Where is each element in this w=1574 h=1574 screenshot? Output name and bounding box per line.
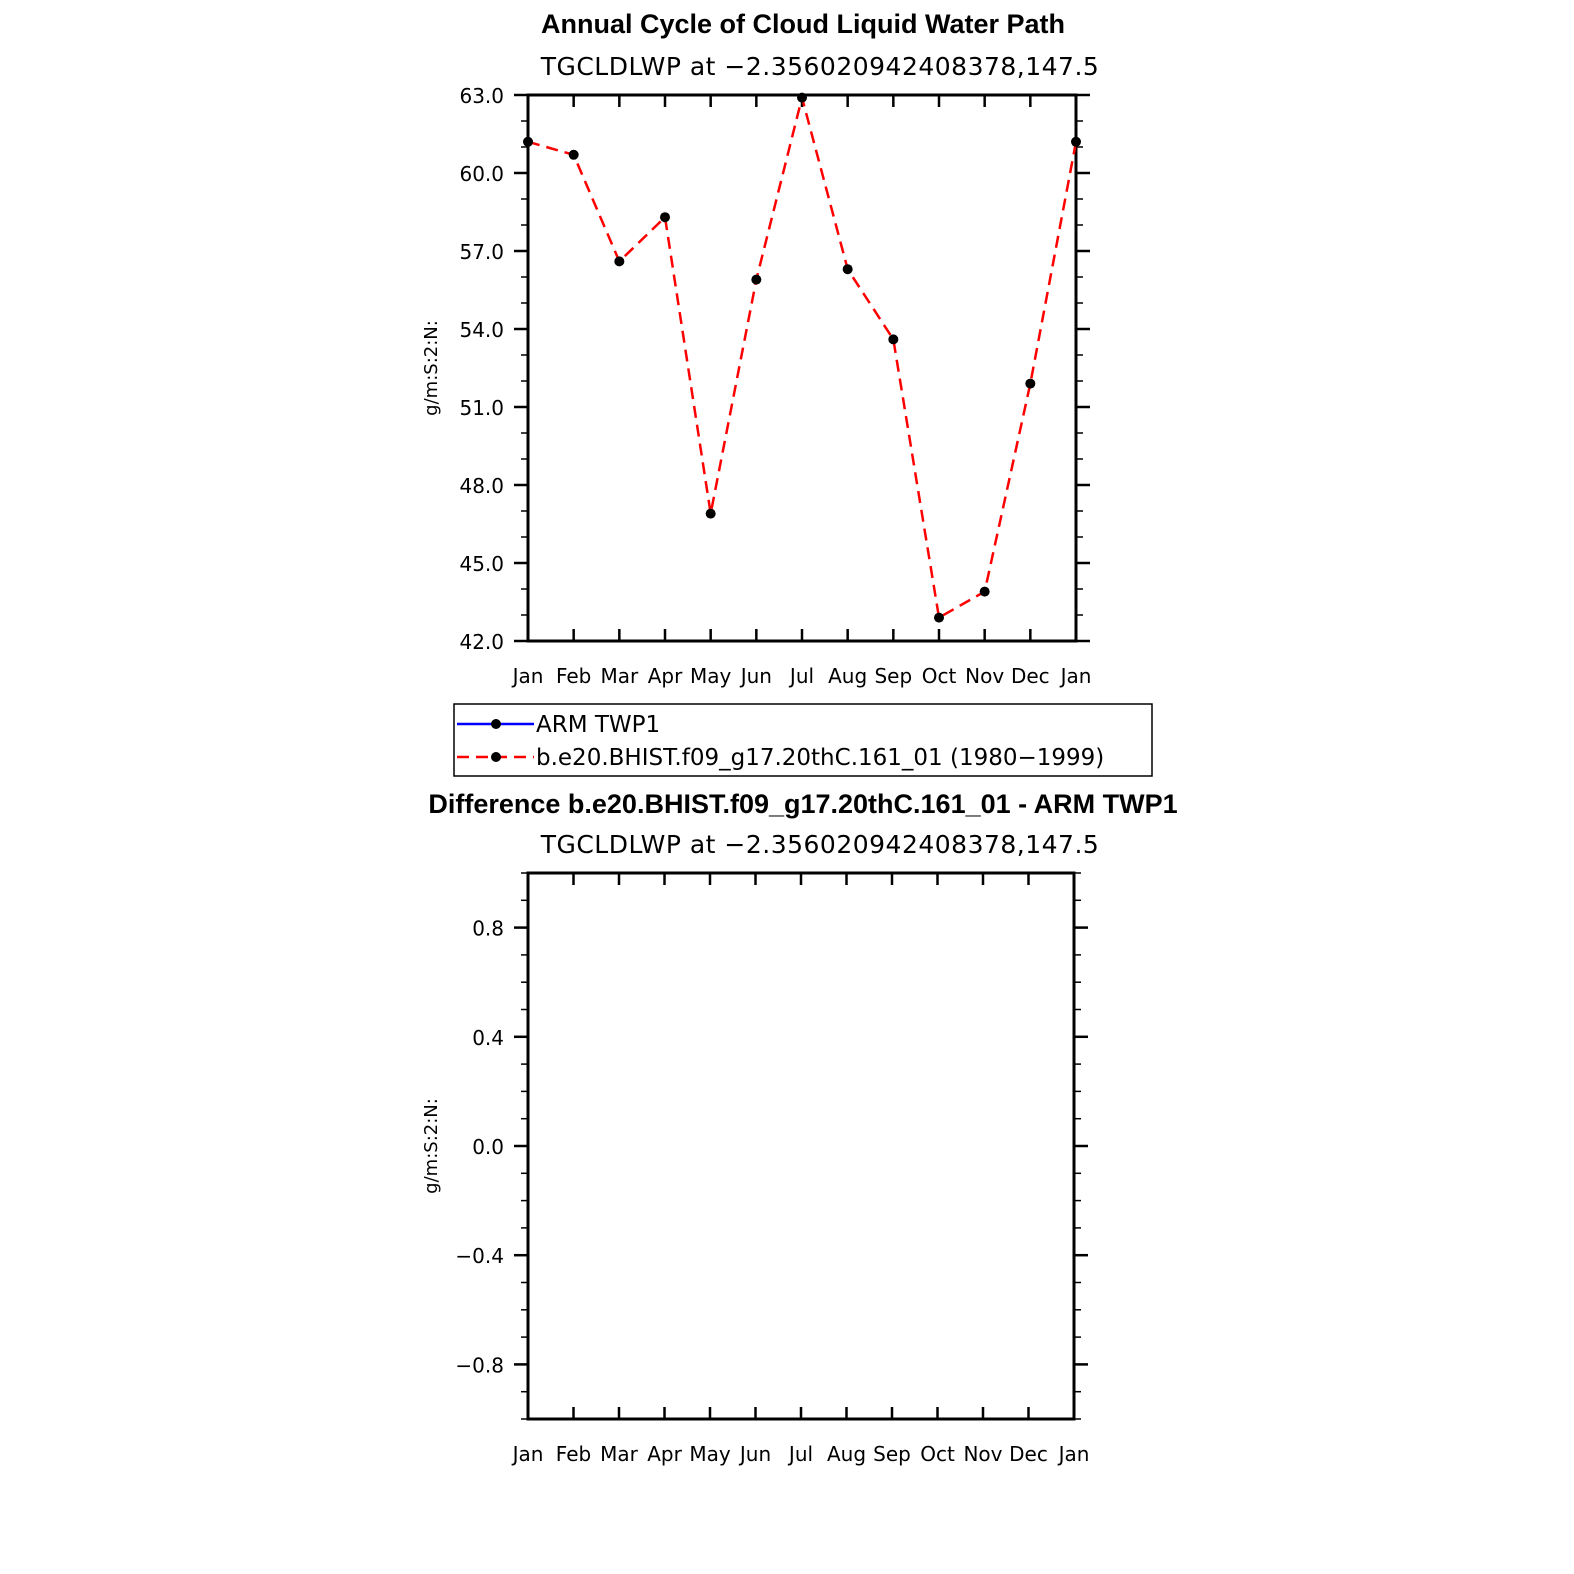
top-x-tick-label: Oct: [921, 664, 957, 688]
bottom-x-tick-label: Sep: [873, 1442, 911, 1466]
top-series-point: [980, 587, 990, 597]
top-series-point: [934, 613, 944, 623]
top-x-tick-label: Aug: [828, 664, 868, 688]
top-y-tick-labels: [459, 84, 504, 654]
top-title: Annual Cycle of Cloud Liquid Water Path: [540, 9, 1066, 39]
top-x-tick-label: Jun: [740, 664, 772, 688]
top-x-tick-label: Sep: [874, 664, 913, 688]
top-series-point: [660, 212, 670, 222]
bottom-title: Difference b.e20.BHIST.f09_g17.20thC.161_01 - ARM TWP1: [428, 789, 1178, 819]
top-series-point: [1025, 379, 1035, 389]
legend-marker-model: [491, 752, 501, 762]
bottom-x-tick-label: Jun: [739, 1442, 772, 1466]
top-series-point: [523, 137, 533, 147]
bottom-y-tick-label: 0.4: [472, 1025, 504, 1050]
top-x-tick-label: Jan: [512, 664, 544, 688]
bottom-y-tick-labels: [455, 917, 504, 1378]
top-y-tick-label: 54.0: [459, 318, 504, 342]
top-series-point: [843, 264, 853, 274]
top-series-point: [614, 256, 624, 266]
top-y-tick-label: 45.0: [459, 552, 504, 576]
bottom-x-tick-labels: [511, 1442, 1090, 1466]
legend-label-arm: ARM TWP1: [536, 712, 661, 738]
bottom-x-tick-label: Oct: [920, 1442, 955, 1466]
legend-entry-model: [457, 745, 1104, 771]
top-y-tick-label: 48.0: [459, 474, 504, 498]
bottom-x-tick-label: Apr: [647, 1442, 682, 1466]
top-y-axis-label: g/m:S:2:N:: [421, 320, 442, 416]
top-x-tick-label: Nov: [965, 664, 1005, 688]
top-x-tick-label: May: [689, 664, 732, 688]
legend: [454, 704, 1152, 776]
legend-label-model: b.e20.BHIST.f09_g17.20thC.161_01 (1980−1999): [536, 745, 1105, 771]
bottom-x-tick-label: Feb: [555, 1442, 592, 1466]
bottom-x-tick-label: Nov: [963, 1442, 1003, 1466]
top-y-tick-label: 60.0: [459, 162, 504, 186]
top-plot-frame: [528, 95, 1076, 641]
top-series: [523, 93, 1081, 623]
top-series-point: [706, 509, 716, 519]
bottom-x-tick-label: Jul: [788, 1442, 814, 1466]
top-series-point: [751, 275, 761, 285]
bottom-panel: [421, 789, 1178, 1466]
top-y-tick-label: 42.0: [459, 630, 504, 654]
top-series-point: [569, 150, 579, 160]
top-ticks: [514, 95, 1090, 641]
bottom-x-tick-label: Jan: [512, 1442, 544, 1466]
top-series-line-1: [528, 98, 1076, 618]
bottom-y-tick-label: −0.8: [455, 1353, 504, 1378]
top-y-tick-label: 57.0: [459, 240, 504, 264]
bottom-ticks: [514, 873, 1088, 1419]
top-y-tick-label: 63.0: [459, 84, 504, 108]
top-x-tick-label: Apr: [647, 664, 683, 688]
bottom-x-tick-label: Mar: [600, 1442, 638, 1466]
top-x-tick-label: Feb: [555, 664, 592, 688]
legend-marker-arm: [491, 719, 501, 729]
bottom-y-axis-label: g/m:S:2:N:: [421, 1098, 442, 1194]
bottom-y-tick-label: −0.4: [455, 1244, 504, 1269]
top-x-tick-label: Dec: [1010, 664, 1050, 688]
top-panel: [421, 9, 1099, 688]
bottom-y-tick-label: 0.0: [472, 1135, 504, 1159]
top-x-tick-label: Jan: [1060, 664, 1092, 688]
bottom-plot-frame: [528, 873, 1074, 1419]
bottom-x-tick-label: Aug: [826, 1442, 867, 1466]
bottom-y-tick-label: 0.8: [472, 916, 504, 941]
top-subtitle: TGCLDLWP at −2.356020942408378,147.5: [540, 52, 1100, 81]
bottom-x-tick-label: Dec: [1009, 1442, 1048, 1466]
bottom-subtitle: TGCLDLWP at −2.356020942408378,147.5: [540, 830, 1100, 859]
top-x-tick-labels: [511, 664, 1092, 688]
bottom-x-tick-label: May: [689, 1442, 731, 1466]
top-x-tick-label: Mar: [600, 664, 639, 688]
top-series-point: [888, 334, 898, 344]
top-y-tick-label: 51.0: [459, 396, 504, 420]
top-series-point: [1071, 137, 1081, 147]
top-series-point: [797, 93, 807, 103]
bottom-x-tick-label: Jan: [1058, 1442, 1090, 1466]
top-x-tick-label: Jul: [789, 664, 815, 688]
